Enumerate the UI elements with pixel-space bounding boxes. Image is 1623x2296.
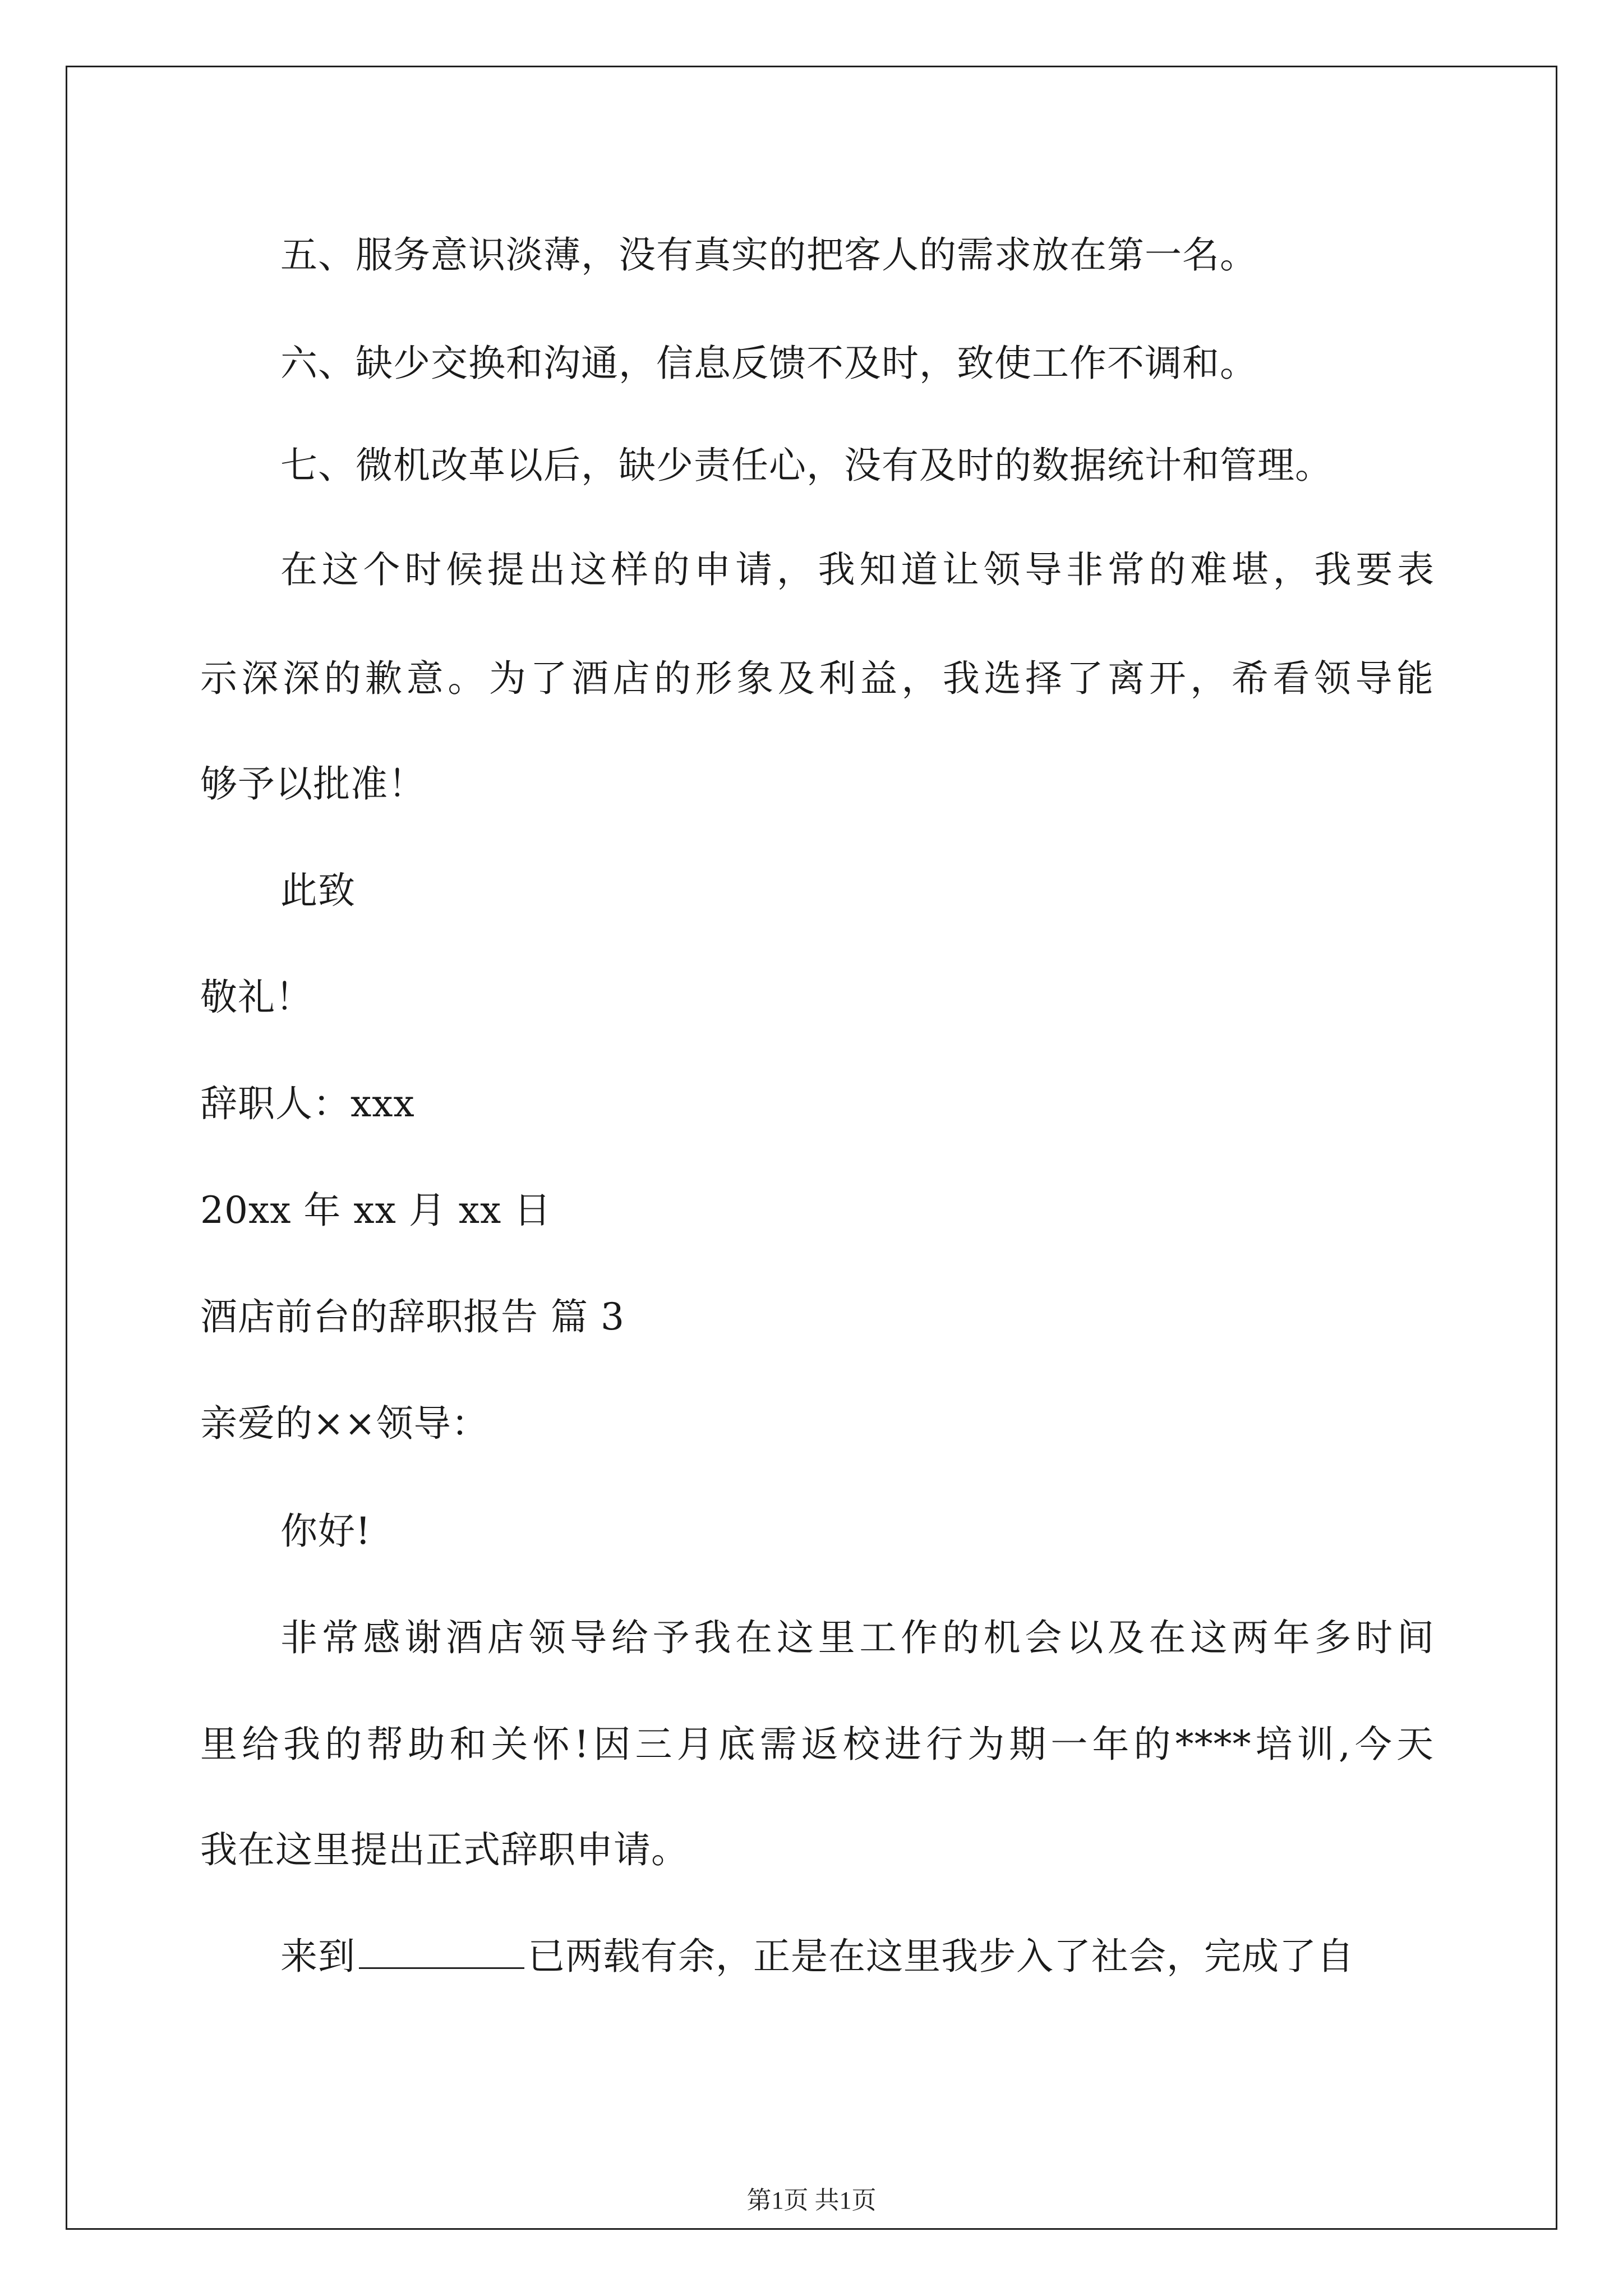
body-line-7: 非常感谢酒店领导给予我在这里工作的机会以及在这两年多时间	[280, 1616, 1435, 1659]
date-line: 20xx 年 xx 月 xx 日	[200, 1189, 552, 1232]
closing-salutation: 此致	[280, 869, 356, 912]
body-line-10-start: 来到	[280, 1935, 356, 1978]
body-line-6: 够予以批准！	[200, 762, 426, 806]
signature-line: 辞职人：xxx	[200, 1082, 415, 1125]
hello-line: 你好!	[280, 1510, 371, 1553]
body-line-2: 六、缺少交换和沟通，信息反馈不及时，致使工作不调和。	[280, 342, 1257, 385]
page-border	[66, 66, 1557, 2230]
fill-in-blank	[359, 1935, 524, 1969]
section-heading: 酒店前台的辞职报告 篇 3	[200, 1295, 625, 1338]
body-line-3: 七、微机改革以后，缺少责任心，没有及时的数据统计和管理。	[280, 444, 1332, 487]
body-line-1: 五、服务意识淡薄，没有真实的把客人的需求放在第一名。	[280, 233, 1257, 277]
body-line-4: 在这个时候提出这样的申请，我知道让领导非常的难堪，我要表	[280, 548, 1435, 591]
greeting-line: 亲爱的××领导：	[200, 1402, 489, 1445]
closing-regards: 敬礼！	[200, 976, 313, 1019]
body-line-9: 我在这里提出正式辞职申请。	[200, 1828, 689, 1871]
body-line-10-end: 已两载有余，正是在这里我步入了社会，完成了自	[528, 1935, 1354, 1978]
page-footer: 第1页 共1页	[746, 2187, 877, 2214]
body-line-8: 里给我的帮助和关怀!因三月底需返校进行为期一年的****培训,今天	[200, 1723, 1434, 1766]
body-line-10	[280, 1934, 1354, 1979]
body-line-5: 示深深的歉意。为了酒店的形象及利益，我选择了离开，希看领导能	[200, 657, 1434, 700]
